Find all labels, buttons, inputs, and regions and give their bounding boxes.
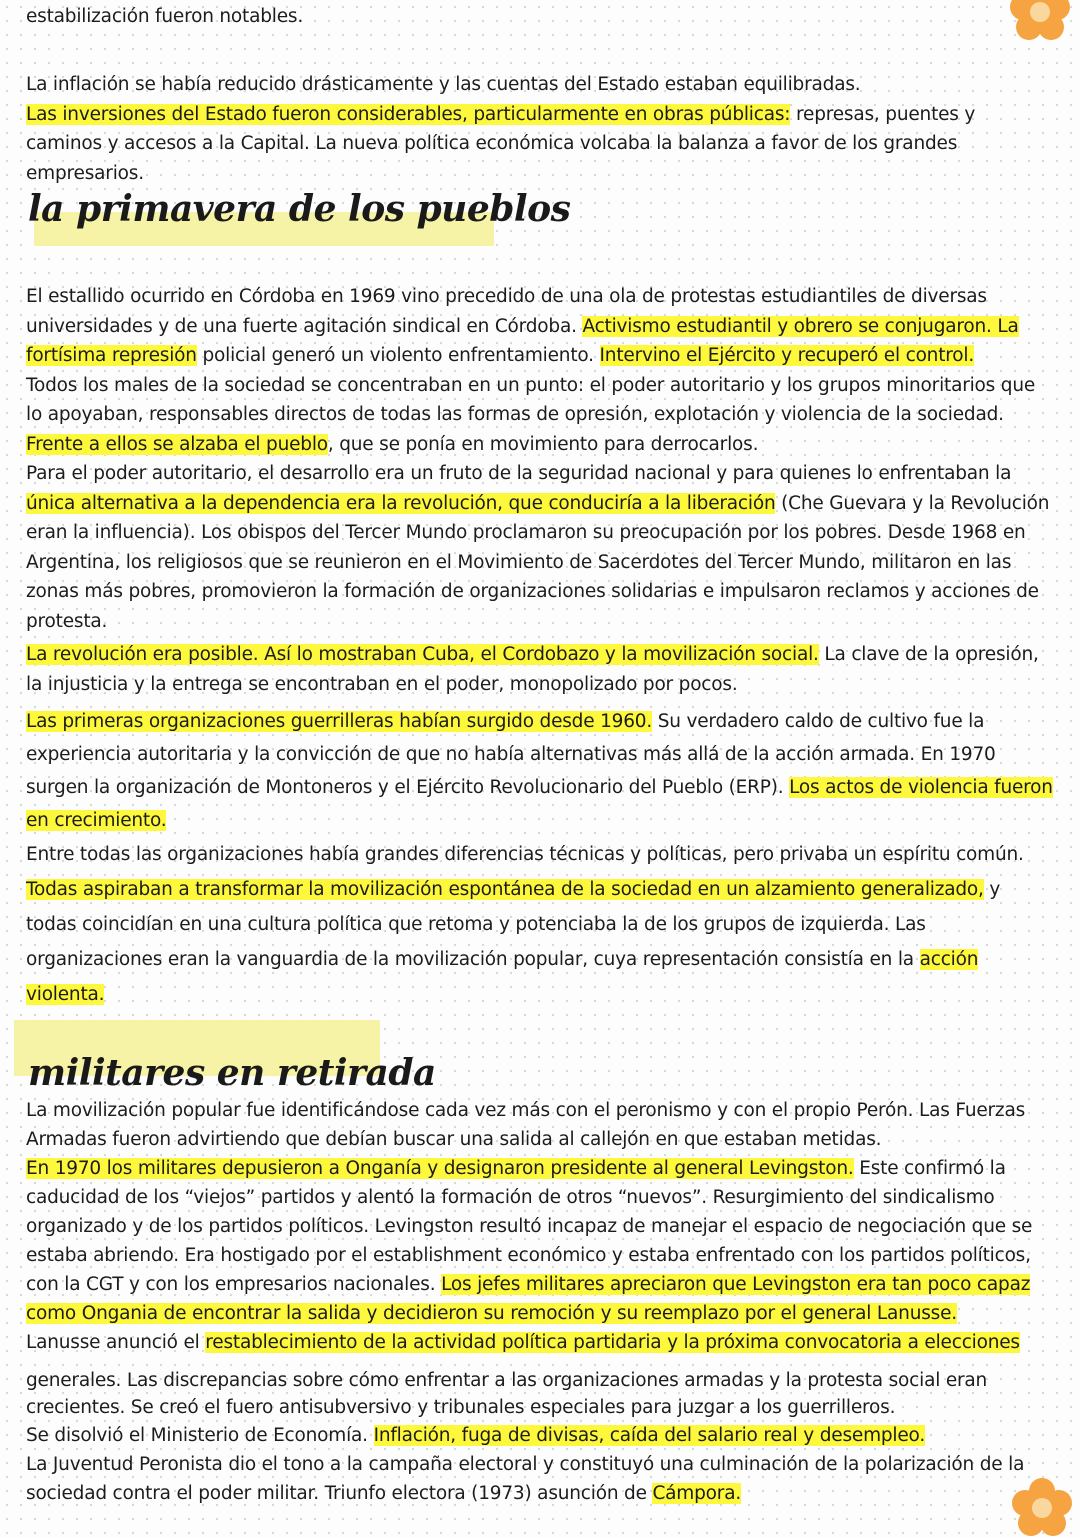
paragraph: [26, 1421, 1056, 1450]
highlight: En 1970 los militares depusieron a Onganía y designaron presidente al general Levingston.: [26, 1158, 854, 1179]
intro-paragraph-2: [26, 100, 1056, 189]
text-run: Se disolvió el Ministerio de Economía.: [26, 1425, 374, 1446]
text-run: , que se ponía en movimiento para derrocarlos.: [327, 433, 759, 455]
text-run: policial generó un violento enfrentamiento.: [196, 345, 600, 366]
paragraph: [26, 371, 1056, 460]
text-run: La clave de la opresión, la injusticia y la entrega se encontraban en el poder, monopolizado por pocos.: [26, 644, 1039, 695]
highlight: Todas aspiraban a transformar la movilización espontánea de la sociedad en un alzamiento generalizado,: [26, 879, 984, 900]
highlight: restablecimiento de la actividad política partidaria y la próxima convocatoria a elecciones: [205, 1332, 1020, 1353]
paragraph: [26, 459, 1056, 636]
highlight: Las inversiones del Estado fueron considerables, particularmente en obras públicas:: [26, 103, 791, 125]
section1-body: [26, 282, 1056, 1012]
paragraph: [26, 705, 1056, 837]
highlight: Frente a ellos se alzaba el pueblo: [26, 433, 328, 455]
intro-paragraphs: [26, 70, 1056, 188]
highlight: Inflación, fuga de divisas, caída del salario real y desempleo.: [373, 1425, 926, 1446]
highlight: La revolución era posible. Así lo mostraban Cuba, el Cordobazo y la movilización social.: [26, 644, 819, 665]
section-heading-militares: militares en retirada: [28, 1052, 436, 1094]
text-run: Para el poder autoritario, el desarrollo era un fruto de la seguridad nacional y para quienes lo enfrentaban la: [26, 463, 1012, 484]
highlight: Los actos de violencia fueron en crecimiento.: [26, 777, 1053, 831]
intro-text: [26, 2, 1056, 32]
text-run: Su verdadero caldo de cultivo fue la experiencia autoritaria y la convicción de que no había alternativas más allá de la acción armada. En 1970 surgen la organización de Montoneros y el Ejército Revolucionario del Pueblo (ERP).: [26, 711, 996, 798]
paragraph: [26, 837, 1056, 872]
highlight: Las primeras organizaciones guerrilleras habían surgido desde 1960.: [26, 711, 653, 732]
text-run: La movilización popular fue identificándose cada vez más con el peronismo y con el propio Perón. Las Fuerzas Armadas fueron advirtiendo que debían buscar una salida al callejón en que estaban metidas.: [26, 1100, 1026, 1150]
section-heading-primavera: la primavera de los pueblos: [28, 188, 571, 230]
paragraph: [26, 282, 1056, 371]
paragraph: [26, 872, 1056, 1012]
text-run: y todas coincidían en una cultura política que retoma y potenciaba la de los grupos de izquierda. Las organizaciones eran la vanguardia de la movilización popular, cuya representación consistía en la: [26, 879, 1001, 970]
highlight: Cámpora.: [652, 1483, 742, 1504]
text-run: generales. Las discrepancias sobre cómo enfrentar a las organizaciones armadas y la protesta social eran crecientes. Se creó el fuero antisubversivo y tribunales especiales para juzgar a los guerrilleros.: [26, 1370, 988, 1418]
intro-paragraph-1: La inflación se había reducido drásticamente y las cuentas del Estado estaban equilibradas.: [26, 74, 861, 95]
highlight: Activismo estudiantil y obrero se conjugaron. La fortísima represión: [26, 315, 1019, 366]
text-run: (Che Guevara y la Revolución eran la influencia). Los obispos del Tercer Mundo proclamaron su preocupación por los pobres. Desde 1968 en Argentina, los religiosos que se reunieron en el Movimiento de Sacerdotes del Tercer Mundo, militaron en las zonas más pobres, promovieron la formación de organizaciones solidarias e impulsaron reclamos y acciones de protesta.: [26, 492, 1050, 632]
paragraph: [26, 1450, 1056, 1508]
highlight: Intervino el Ejército y recuperó el control.: [599, 345, 974, 366]
paragraph: [26, 1154, 1056, 1328]
highlight: única alternativa a la dependencia era la revolución, que conduciría a la liberación: [26, 492, 776, 514]
paragraph: [26, 1367, 1056, 1421]
text-run: Este confirmó la caducidad de los “viejos” partidos y alentó la formación de otros “nuevos”. Resurgimiento del sindicalismo organizado y de los partidos políticos. Levingston resultó incapaz de manejar el espacio de negociación que se estaba abriendo. Era hostigado por el establishment económico y estaba enfrentado con los partidos políticos, con la CGT y con los empresarios nacionales.: [26, 1158, 1033, 1295]
text-run: represas, puentes y caminos y accesos a la Capital. La nueva política económica volcaba la balanza a favor de los grandes empresarios.: [26, 103, 976, 184]
text-run: Lanusse anunció el: [26, 1332, 206, 1353]
highlight: acción violenta.: [26, 949, 979, 1005]
paragraph: [26, 640, 1056, 699]
text-run: El estallido ocurrido en Córdoba en 1969 vino precedido de una ola de protestas estudiantiles de diversas universidades y de una fuerte agitación sindical en Córdoba.: [26, 286, 987, 337]
intro-line-0: estabilización fueron notables.: [26, 6, 304, 27]
paragraph: [26, 1096, 1056, 1154]
paragraph: [26, 1328, 1056, 1357]
highlight: Los jefes militares apreciaron que Levingston era tan poco capaz como Ongania de encontrar la salida y decidieron su remoción y su reemplazo por el general Lanusse.: [26, 1274, 1031, 1324]
text-run: La Juventud Peronista dio el tono a la campaña electoral y constituyó una culminación de la polarización de la sociedad contra el poder militar. Triunfo electora (1973) asunción de: [26, 1454, 1025, 1504]
section2-body: [26, 1096, 1056, 1508]
text-run: Entre todas las organizaciones había grandes diferencias técnicas y políticas, pero privaba un espíritu común.: [26, 844, 1024, 865]
text-run: Todos los males de la sociedad se concentraban en un punto: el poder autoritario y los grupos minoritarios que lo apoyaban, responsables directos de todas las formas de opresión, explotación y violencia de la sociedad.: [26, 374, 1036, 425]
